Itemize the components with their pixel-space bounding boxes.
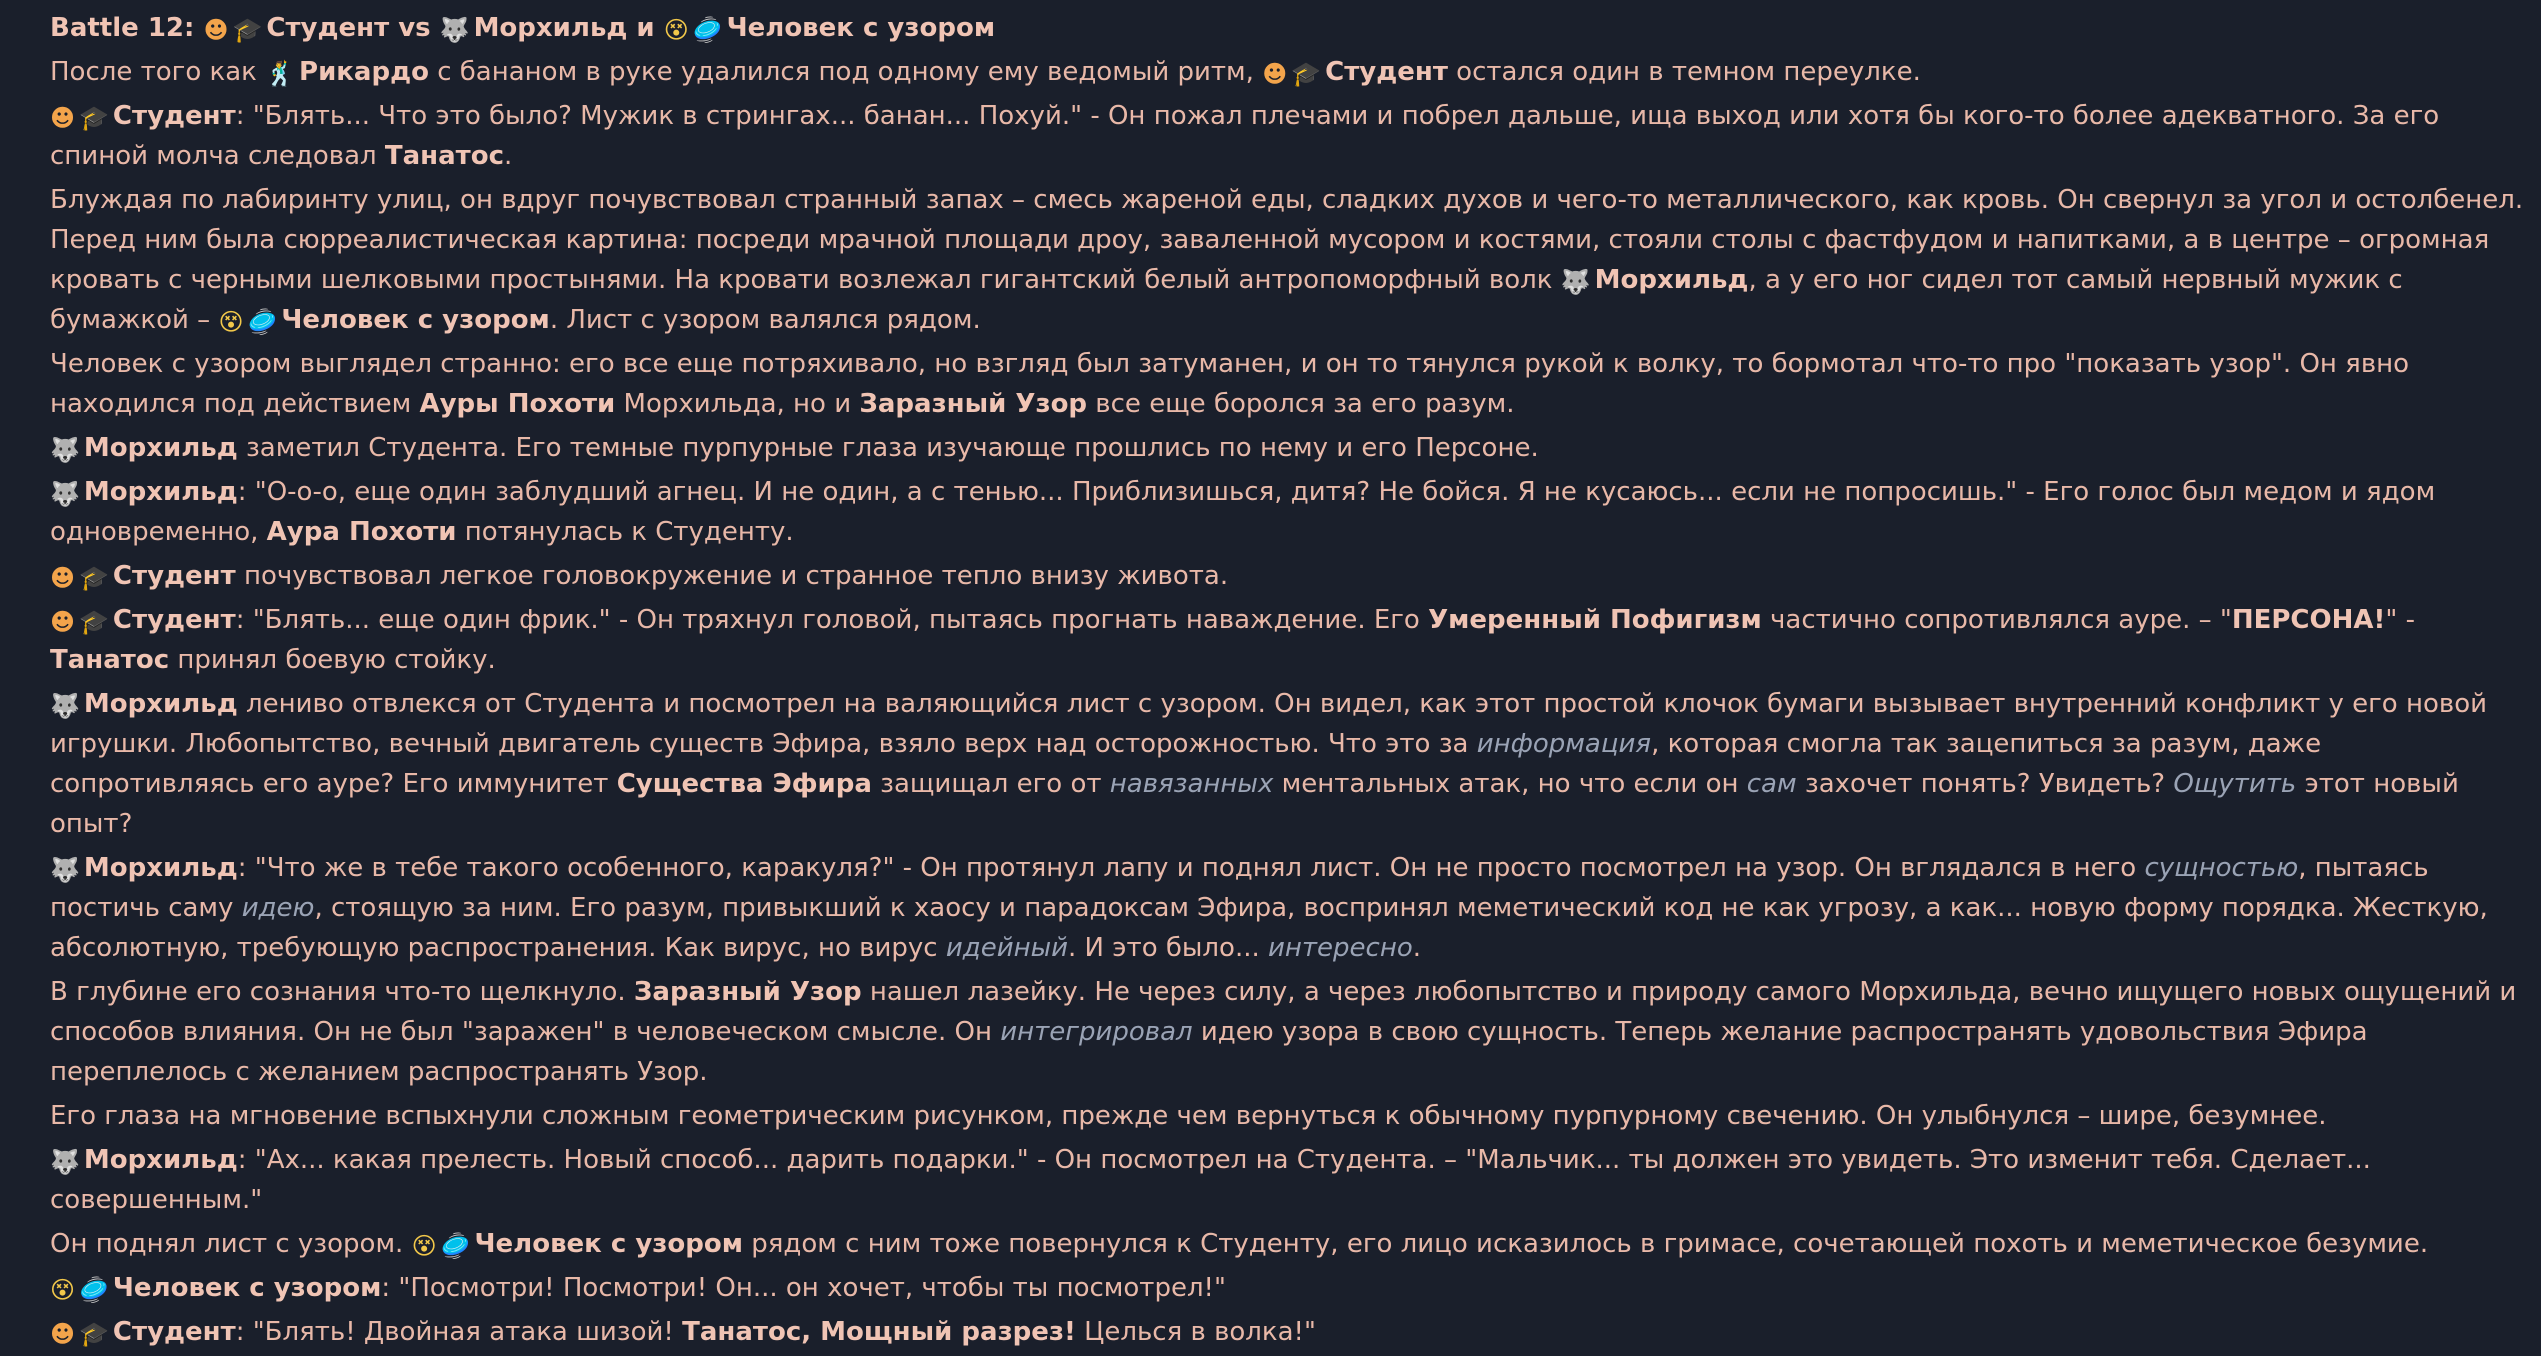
- student-face-icon: ☻: [50, 608, 76, 636]
- bold-text: Battle 12:: [50, 13, 204, 43]
- bold-text: Студент: [1325, 57, 1448, 87]
- disc-icon: 🥏: [692, 16, 723, 44]
- message-text: Целься в волка!": [1075, 1317, 1316, 1347]
- dizzy-face-icon: 😵: [218, 308, 244, 336]
- chat-message: [50, 1268, 2530, 1308]
- message-text: , а у его ног сидел тот самый нервный мужик с бумажкой –: [50, 265, 2403, 335]
- chat-message: [50, 600, 2530, 680]
- chat-message: [50, 52, 2530, 92]
- chat-message: [50, 684, 2530, 844]
- disc-icon: 🥏: [440, 1232, 471, 1260]
- italic-text: сущностью: [2144, 853, 2299, 883]
- message-text: : "О-о-о, еще один заблудший агнец. И не один, а с тенью... Приблизишься, дитя? Не бойся. Я не кусаюсь... если не попросишь." - Его голос был медом и ядом одновременно,: [50, 477, 2436, 547]
- chat-message: [50, 1224, 2530, 1264]
- chat-message: [50, 96, 2530, 176]
- message-text: все еще боролся за его разум.: [1087, 389, 1515, 419]
- bold-text: Морхильд и: [473, 13, 664, 43]
- message-text: .: [1412, 933, 1422, 963]
- graduation-cap-icon: 🎓: [79, 608, 109, 636]
- message-text: . Лист с узором валялся рядом.: [549, 305, 981, 335]
- student-face-icon: ☻: [50, 564, 76, 592]
- bold-text: Умеренный Пофигизм: [1428, 605, 1762, 635]
- chat-message: [50, 848, 2530, 968]
- message-text: : "Блять... Что это было? Мужик в стрингах... банан... Похуй." - Он пожал плечами и побрел дальше, ища выход или хотя бы кого-то более адекватного. За его спиной молча следовал: [50, 101, 2440, 171]
- message-text: После того как: [50, 57, 266, 87]
- bold-text: Заразный Узор: [633, 977, 862, 1007]
- message-text: , пытаясь постичь саму: [50, 853, 2429, 923]
- dizzy-face-icon: 😵: [663, 16, 689, 44]
- bold-text: Студент vs: [266, 13, 440, 43]
- bold-text: Человек с узором: [112, 1273, 382, 1303]
- wolf-icon: 🐺: [439, 16, 470, 44]
- bold-text: Морхильд: [83, 1145, 238, 1175]
- message-text: : "Блять! Двойная атака шизой!: [235, 1317, 683, 1347]
- bold-text: ПЕРСОНА!: [2231, 605, 2386, 635]
- message-text: частично сопротивлялся ауре. – ": [1761, 605, 2232, 635]
- disc-icon: 🥏: [247, 308, 278, 336]
- chat-message: [50, 472, 2530, 552]
- message-text: лениво отвлекся от Студента и посмотрел на валяющийся лист с узором. Он видел, как этот простой клочок бумаги вызывает внутренний конфликт у его новой игрушки. Любопытство, вечный двигатель существ Эфира, взяло верх над осторожностью. Что это за: [50, 689, 2487, 759]
- bold-text: Танатос, Мощный разрез!: [682, 1317, 1076, 1347]
- message-text: ментальных атак, но что если он: [1273, 769, 1747, 799]
- bold-text: Студент: [112, 101, 236, 131]
- chat-message: [50, 972, 2530, 1092]
- bold-text: Морхильд: [83, 477, 238, 507]
- message-text: с бананом в руке удалился под одному ему ведомый ритм,: [428, 57, 1263, 87]
- message-text: остался один в темном переулке.: [1447, 57, 1921, 87]
- message-text: заметил Студента. Его темные пурпурные глаза изучающе прошлись по нему и его Персоне.: [237, 433, 1539, 463]
- message-text: " -: [2385, 605, 2415, 635]
- bold-text: Морхильд: [1594, 265, 1749, 295]
- message-text: , которая смогла так зацепиться за разум, даже сопротивляясь его ауре? Его иммунитет: [50, 729, 2322, 799]
- dizzy-face-icon: 😵: [411, 1232, 437, 1260]
- message-text: : "Посмотри! Посмотри! Он... он хочет, чтобы ты посмотрел!": [381, 1273, 1226, 1303]
- battle-title: [50, 8, 2530, 48]
- bold-text: Студент: [112, 1317, 236, 1347]
- chat-message: [50, 344, 2530, 424]
- graduation-cap-icon: 🎓: [232, 16, 263, 44]
- bold-text: Морхильд: [83, 433, 238, 463]
- message-text: . И это было...: [1068, 933, 1269, 963]
- italic-text: навязанных: [1109, 769, 1274, 799]
- message-text: этот новый опыт?: [50, 769, 2459, 839]
- wolf-icon: 🐺: [50, 480, 80, 508]
- bold-text: Человек с узором: [281, 305, 550, 335]
- message-text: , стоящую за ним. Его разум, привыкший к хаосу и парадоксам Эфира, воспринял меметический код не как угрозу, а как... новую форму порядка. Жесткую, абсолютную, требующую распространения. Как вирус, но вирус: [50, 893, 2488, 963]
- italic-text: интегрировал: [1000, 1017, 1193, 1047]
- student-face-icon: ☻: [50, 1320, 76, 1348]
- bold-text: Ауры Похоти: [419, 389, 616, 419]
- bold-text: Танатос: [384, 141, 505, 171]
- chat-message: [50, 1140, 2530, 1220]
- disc-icon: 🥏: [79, 1276, 109, 1304]
- bold-text: Морхильд: [83, 853, 238, 883]
- bold-text: Заразный Узор: [859, 389, 1088, 419]
- bold-text: Аура Похоти: [266, 517, 457, 547]
- message-text: Человек с узором выглядел странно: его все еще потряхивало, но взгляд был затуманен, и он то тянулся рукой к волку, то бормотал что-то про "показать узор". Он явно находился под действием: [50, 349, 2410, 419]
- chat-message: [50, 556, 2530, 596]
- italic-text: Ощутить: [2173, 769, 2297, 799]
- message-text: идею узора в свою сущность. Теперь желание распространять удовольствия Эфира переплелось с желанием распространять Узор.: [50, 1017, 2368, 1087]
- student-face-icon: ☻: [203, 16, 229, 44]
- wolf-icon: 🐺: [50, 856, 80, 884]
- graduation-cap-icon: 🎓: [79, 564, 109, 592]
- chat-message: [50, 180, 2530, 340]
- bold-text: Танатос: [50, 645, 170, 675]
- message-text: Его глаза на мгновение вспыхнули сложным геометрическим рисунком, прежде чем вернуться к обычному пурпурному свечению. Он улыбнулся – шире, безумнее.: [50, 1101, 2327, 1131]
- chat-message: [50, 1096, 2530, 1136]
- message-text: защищал его от: [871, 769, 1110, 799]
- bold-text: Человек с узором: [726, 13, 996, 43]
- message-text: В глубине его сознания что-то щелкнуло.: [50, 977, 634, 1007]
- italic-text: идейный: [945, 933, 1069, 963]
- graduation-cap-icon: 🎓: [79, 1320, 109, 1348]
- wolf-icon: 🐺: [50, 1148, 80, 1176]
- message-text: : "Ах... какая прелесть. Новый способ... дарить подарки." - Он посмотрел на Студента. – "Мальчик... ты должен это увидеть. Это изменит тебя. Сделает... совершенным.": [50, 1145, 2371, 1215]
- italic-text: сам: [1746, 769, 1797, 799]
- graduation-cap-icon: 🎓: [79, 104, 109, 132]
- student-face-icon: ☻: [1262, 60, 1288, 88]
- message-text: потянулась к Студенту.: [456, 517, 794, 547]
- dizzy-face-icon: 😵: [50, 1276, 76, 1304]
- bold-text: Студент: [112, 605, 236, 635]
- chat-message: [50, 1312, 2530, 1352]
- message-text: рядом с ним тоже повернулся к Студенту, его лицо исказилось в гримасе, сочетающей похоть и меметическое безумие.: [742, 1229, 2429, 1259]
- message-text: Блуждая по лабиринту улиц, он вдруг почувствовал странный запах – смесь жареной еды, сладких духов и чего-то металлического, как кровь. Он свернул за угол и остолбенел. Перед ним была сюрреалистическая картина: посреди мрачной площади дроу, заваленной мусором и костями, стояли столы с фастфудом и напитками, а в центре – огромная кровать с черными шелковыми простынями. На кровати возлежал гигантский белый антропоморфный волк: [50, 185, 2524, 295]
- message-text: принял боевую стойку.: [169, 645, 496, 675]
- italic-text: интересно: [1268, 933, 1413, 963]
- message-text: : "Что же в тебе такого особенного, каракуля?" - Он протянул лапу и поднял лист. Он не просто посмотрел на узор. Он вглядался в него: [237, 853, 2145, 883]
- message-text: захочет понять? Увидеть?: [1796, 769, 2174, 799]
- message-text: почувствовал легкое головокружение и странное тепло внизу живота.: [235, 561, 1229, 591]
- chat-log: [50, 8, 2530, 1356]
- bold-text: Существа Эфира: [616, 769, 872, 799]
- wolf-icon: 🐺: [50, 436, 80, 464]
- graduation-cap-icon: 🎓: [1291, 60, 1322, 88]
- message-text: .: [504, 141, 513, 171]
- bold-text: Студент: [112, 561, 236, 591]
- message-text: : "Блять... еще один фрик." - Он тряхнул головой, пытаясь прогнать наваждение. Его: [235, 605, 1429, 635]
- italic-text: идею: [241, 893, 315, 923]
- chat-message: [50, 428, 2530, 468]
- wolf-icon: 🐺: [1560, 268, 1591, 296]
- bold-text: Морхильд: [83, 689, 238, 719]
- wolf-icon: 🐺: [50, 692, 80, 720]
- message-text: Морхильда, но и: [615, 389, 860, 419]
- student-face-icon: ☻: [50, 104, 76, 132]
- bold-text: Человек с узором: [474, 1229, 743, 1259]
- message-text: Он поднял лист с узором.: [50, 1229, 412, 1259]
- dancing-man-icon: 🕺: [265, 60, 296, 88]
- bold-text: Рикардо: [299, 57, 429, 87]
- message-text: нашел лазейку. Не через силу, а через любопытство и природу самого Морхильда, вечно ищущего новых ощущений и способов влияния. Он не был "заражен" в человеческом смысле. Он: [50, 977, 2517, 1047]
- italic-text: информация: [1476, 729, 1652, 759]
